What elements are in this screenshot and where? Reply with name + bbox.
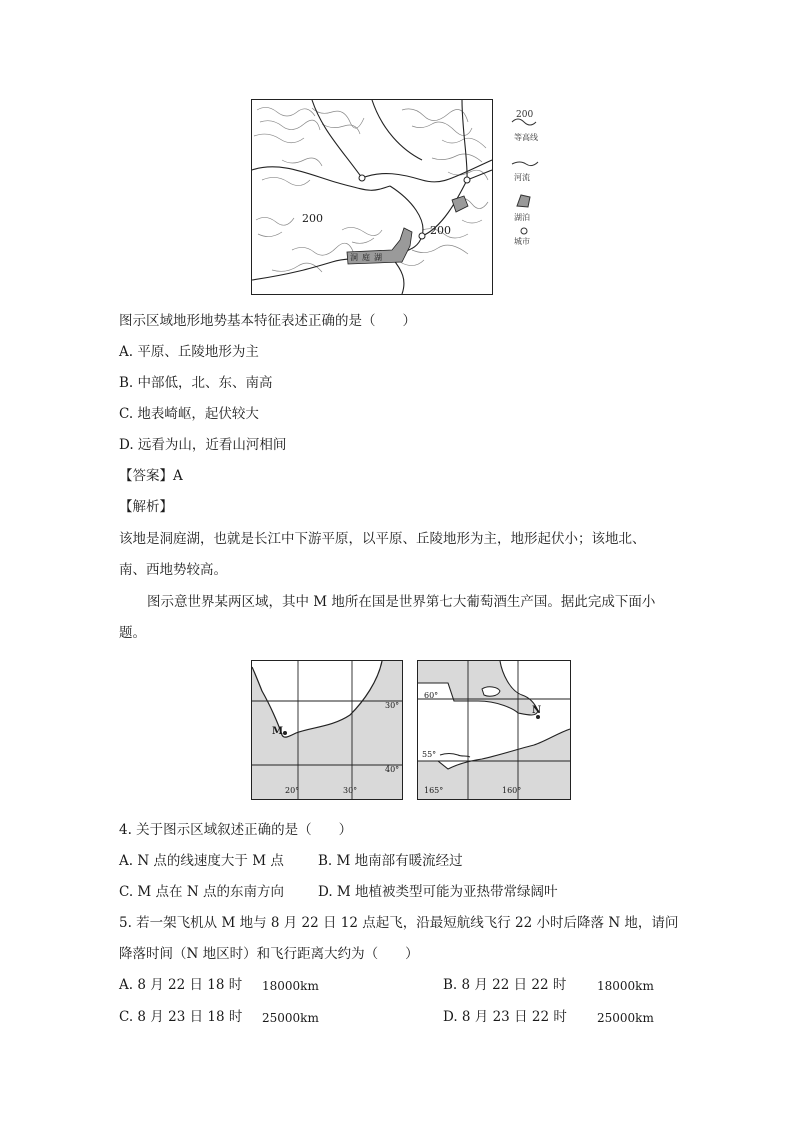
map-right-lat-55: 55° <box>422 750 437 759</box>
map-left-lat-40: 40° <box>385 765 400 774</box>
legend-contour-value: 200 <box>516 110 534 120</box>
legend-city-label: 城市 <box>514 237 530 246</box>
map-right-lon-165: 165° <box>424 786 444 795</box>
legend-lake-label: 湖泊 <box>514 213 530 222</box>
point-n-label: N <box>532 705 542 716</box>
prev-option-b: B. 中部低，北、东、南高 <box>119 375 273 391</box>
lake-legend-icon <box>514 192 534 210</box>
map-right-lat-60: 60° <box>424 691 439 700</box>
map-right-drawing <box>418 661 570 799</box>
q5-option-b-time: B. 8 月 22 日 22 时 <box>443 977 567 993</box>
q4-option-b: B. M 地南部有暖流经过 <box>318 853 463 869</box>
q5-option-a-time: A. 8 月 22 日 18 时 <box>119 977 243 993</box>
map-left-lat-30: 30° <box>385 701 400 710</box>
topo-map-drawing <box>252 100 492 294</box>
intro-line-2: 题。 <box>119 625 146 641</box>
topo-legend <box>506 108 546 248</box>
legend-river-label: 河流 <box>514 173 530 182</box>
analysis-heading: 【解析】 <box>119 499 173 515</box>
contour-label-west: 200 <box>302 212 323 225</box>
map-left-lon-30: 30° <box>343 786 358 795</box>
contour-line-icon <box>510 116 540 126</box>
map-right-kamchatka <box>417 660 571 800</box>
intro-line-1: 图示意世界某两区域，其中 M 地所在国是世界第七大葡萄酒生产国。据此完成下面小 <box>147 594 656 610</box>
lake-label: 洞庭湖 <box>350 253 386 262</box>
analysis-line-1: 该地是洞庭湖，也就是长江中下游平原，以平原、丘陵地形为主，地形起伏小；该地北、 <box>119 531 646 547</box>
prev-option-a: A. 平原、丘陵地形为主 <box>119 344 259 360</box>
q5-option-a-distance: 18000km <box>262 979 319 993</box>
map-left-lon-20: 20° <box>285 786 300 795</box>
map-left-south-africa <box>251 660 403 800</box>
prev-answer: 【答案】A <box>119 468 183 484</box>
contour-label-east: 200 <box>430 224 451 237</box>
q5-option-d-distance: 25000km <box>597 1011 654 1025</box>
q5-option-b-distance: 18000km <box>597 979 654 993</box>
map-right-lon-160: 160° <box>502 786 522 795</box>
q4-option-c: C. M 点在 N 点的东南方向 <box>119 884 284 900</box>
q4-option-a: A. N 点的线速度大于 M 点 <box>119 853 284 869</box>
river-line-icon <box>510 158 540 168</box>
q4-option-d: D. M 地植被类型可能为亚热带常绿阔叶 <box>318 884 558 900</box>
topo-map <box>251 99 493 295</box>
point-m-label: M <box>272 726 284 737</box>
q5-stem-line-1: 5. 若一架飞机从 M 地与 8 月 22 日 12 点起飞，沿最短航线飞行 22 小时后降落 N 地，请问 <box>119 915 679 931</box>
q5-option-c-distance: 25000km <box>262 1011 319 1025</box>
city-legend-icon <box>518 226 530 236</box>
q5-option-d-time: D. 8 月 23 日 22 时 <box>443 1009 567 1025</box>
q4-stem: 4. 关于图示区域叙述正确的是（ ） <box>119 822 353 838</box>
prev-option-d: D. 远看为山，近看山河相间 <box>119 437 287 453</box>
legend-contour-label: 等高线 <box>514 133 538 142</box>
analysis-line-2: 南、西地势较高。 <box>119 562 227 578</box>
q5-stem-line-2: 降落时间（N 地区时）和飞行距离大约为（ ） <box>119 946 419 962</box>
prev-option-c: C. 地表崎岖，起伏较大 <box>119 406 259 422</box>
q5-option-c-time: C. 8 月 23 日 18 时 <box>119 1009 243 1025</box>
prev-question-stem: 图示区域地形地势基本特征表述正确的是（ ） <box>119 313 416 329</box>
